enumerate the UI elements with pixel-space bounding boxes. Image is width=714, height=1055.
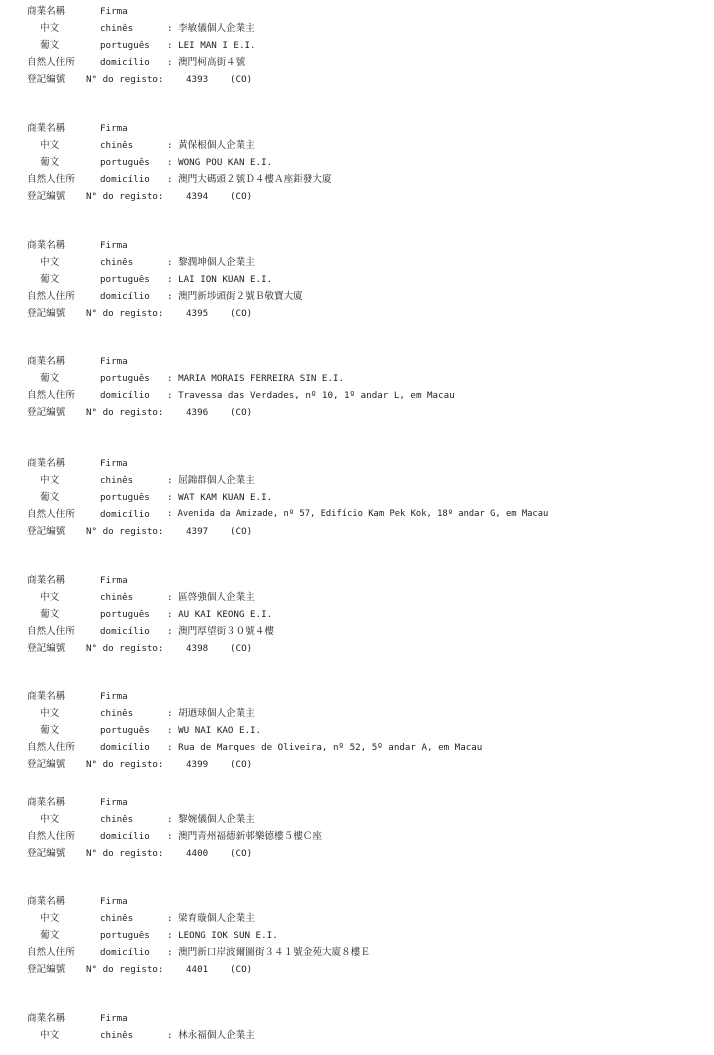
chinese-value: : 黎潤坤個人企業主: [167, 257, 255, 268]
domicile-value: : 澳門青州福德新邨樂德樓５樓Ｃ座: [167, 831, 322, 842]
record-4400: [0, 794, 714, 862]
firm-label-zh: 商業名稱: [27, 123, 66, 134]
reg-label-pt: N° do registo:: [86, 191, 164, 202]
portuguese-line: [0, 37, 714, 54]
chinese-label-pt: chinês: [100, 140, 134, 151]
reg-label-pt: N° do registo:: [86, 848, 164, 859]
firm-label-zh: 商業名稱: [27, 575, 66, 586]
reg-label-zh: 登記編號: [27, 526, 66, 537]
domicile-label-pt: domicílio: [100, 291, 150, 302]
firm-label-pt: Firma: [100, 575, 128, 586]
reg-label-zh: 登記編號: [27, 74, 66, 85]
chinese-label-zh: 中文: [40, 1030, 60, 1041]
domicile-value: : 澳門新埗頭街２號Ｂ敬寶大廈: [167, 291, 303, 302]
domicile-value: : 澳門新口岸波爾圖街３４１號金苑大廈８樓Ｅ: [167, 947, 370, 958]
record-4395: [0, 237, 714, 322]
firm-label-pt: Firma: [100, 797, 128, 808]
reg-tag: (CO): [230, 643, 253, 654]
portuguese-label-pt: português: [100, 930, 150, 941]
chinese-label-pt: chinês: [100, 1030, 134, 1041]
portuguese-label-zh: 葡文: [40, 725, 60, 736]
reg-tag: (CO): [230, 74, 253, 85]
domicile-value: : 澳門柯高街４號: [167, 57, 246, 68]
portuguese-label-pt: português: [100, 725, 150, 736]
firm-label-pt: Firma: [100, 691, 128, 702]
reg-label-zh: 登記編號: [27, 848, 66, 859]
reg-tag: (CO): [230, 526, 253, 537]
firm-label-pt: Firma: [100, 6, 128, 17]
domicile-label-pt: domicílio: [100, 57, 150, 68]
reg-tag: (CO): [230, 407, 253, 418]
registry-line: [0, 71, 714, 88]
reg-tag: (CO): [230, 759, 253, 770]
chinese-label-pt: chinês: [100, 23, 134, 34]
chinese-value: : 黎婉儀個人企業主: [167, 814, 255, 825]
reg-label-pt: N° do registo:: [86, 964, 164, 975]
reg-number: 4396: [186, 407, 209, 418]
reg-number: 4393: [186, 74, 209, 85]
domicile-line: [0, 54, 714, 71]
chinese-label-zh: 中文: [40, 140, 60, 151]
reg-number: 4398: [186, 643, 209, 654]
portuguese-value: : LAI ION KUAN E.I.: [167, 274, 273, 285]
domicile-label-zh: 自然人住所: [27, 831, 75, 842]
portuguese-label-zh: 葡文: [40, 373, 60, 384]
chinese-label-zh: 中文: [40, 23, 60, 34]
reg-label-pt: N° do registo:: [86, 759, 164, 770]
firm-label-zh: 商業名稱: [27, 896, 66, 907]
firm-label-pt: Firma: [100, 896, 128, 907]
domicile-label-pt: domicílio: [100, 509, 150, 520]
chinese-value: : 林永福個人企業主: [167, 1030, 255, 1041]
reg-label-zh: 登記編號: [27, 308, 66, 319]
chinese-value: : 梁育璇個人企業主: [167, 913, 255, 924]
chinese-label-pt: chinês: [100, 257, 134, 268]
portuguese-value: : LEI MAN I E.I.: [167, 40, 256, 51]
reg-tag: (CO): [230, 308, 253, 319]
record-4401: [0, 893, 714, 978]
domicile-label-pt: domicílio: [100, 742, 150, 753]
record-4398: [0, 572, 714, 657]
firm-label-zh: 商業名稱: [27, 6, 66, 17]
chinese-label-pt: chinês: [100, 708, 134, 719]
portuguese-label-zh: 葡文: [40, 492, 60, 503]
reg-label-zh: 登記編號: [27, 964, 66, 975]
domicile-value: : 澳門厚望街３０號４樓: [167, 626, 275, 637]
firm-label-pt: Firma: [100, 458, 128, 469]
portuguese-label-zh: 葡文: [40, 157, 60, 168]
portuguese-label-pt: português: [100, 609, 150, 620]
reg-label-zh: 登記編號: [27, 407, 66, 418]
chinese-label-zh: 中文: [40, 475, 60, 486]
firm-label-pt: Firma: [100, 1013, 128, 1024]
firm-label-zh: 商業名稱: [27, 458, 66, 469]
chinese-label-zh: 中文: [40, 913, 60, 924]
record-4393: [0, 3, 714, 88]
portuguese-label-zh: 葡文: [40, 609, 60, 620]
reg-tag: (CO): [230, 848, 253, 859]
portuguese-label-zh: 葡文: [40, 930, 60, 941]
portuguese-label-pt: português: [100, 492, 150, 503]
chinese-label-zh: 中文: [40, 257, 60, 268]
record-4399: [0, 688, 714, 773]
firm-label-pt: Firma: [100, 356, 128, 367]
reg-number: 4397: [186, 526, 209, 537]
firm-label-pt: Firma: [100, 240, 128, 251]
chinese-value: : 區啓強個人企業主: [167, 592, 255, 603]
chinese-value: : 黃保根個人企業主: [167, 140, 255, 151]
domicile-label-pt: domicílio: [100, 626, 150, 637]
domicile-label-pt: domicílio: [100, 390, 150, 401]
chinese-label-zh: 中文: [40, 814, 60, 825]
record-4397: [0, 455, 714, 540]
chinese-label-zh: 中文: [40, 708, 60, 719]
firm-label-zh: 商業名稱: [27, 691, 66, 702]
reg-label-pt: N° do registo:: [86, 308, 164, 319]
chinese-value: : 李敏儀個人企業主: [167, 23, 255, 34]
reg-label-zh: 登記編號: [27, 759, 66, 770]
reg-label-zh: 登記編號: [27, 191, 66, 202]
reg-number: 4399: [186, 759, 209, 770]
reg-label-pt: N° do registo:: [86, 407, 164, 418]
reg-tag: (CO): [230, 964, 253, 975]
portuguese-label-pt: português: [100, 40, 150, 51]
portuguese-value: : WAT KAM KUAN E.I.: [167, 492, 273, 503]
domicile-value: : Travessa das Verdades, nº 10, 1º andar L, em Macau: [167, 390, 455, 401]
chinese-label-pt: chinês: [100, 913, 134, 924]
portuguese-label-zh: 葡文: [40, 40, 60, 51]
firm-line: [0, 3, 714, 20]
domicile-label-pt: domicílio: [100, 831, 150, 842]
chinese-label-pt: chinês: [100, 592, 134, 603]
portuguese-value: : AU KAI KEONG E.I.: [167, 609, 273, 620]
portuguese-label-pt: português: [100, 157, 150, 168]
domicile-label-zh: 自然人住所: [27, 57, 75, 68]
domicile-label-zh: 自然人住所: [27, 291, 75, 302]
firm-label-zh: 商業名稱: [27, 356, 66, 367]
domicile-label-zh: 自然人住所: [27, 174, 75, 185]
chinese-value: : 屈錦群個人企業主: [167, 475, 255, 486]
reg-label-pt: N° do registo:: [86, 526, 164, 537]
domicile-label-pt: domicílio: [100, 174, 150, 185]
reg-label-zh: 登記編號: [27, 643, 66, 654]
firm-label-zh: 商業名稱: [27, 1013, 66, 1024]
domicile-value: : 澳門大碼頭２號Ｄ４樓Ａ座鉅發大廈: [167, 174, 332, 185]
reg-tag: (CO): [230, 191, 253, 202]
portuguese-label-pt: português: [100, 373, 150, 384]
firm-label-pt: Firma: [100, 123, 128, 134]
chinese-value: : 胡迺球個人企業主: [167, 708, 255, 719]
domicile-label-zh: 自然人住所: [27, 947, 75, 958]
chinese-label-pt: chinês: [100, 814, 134, 825]
domicile-label-zh: 自然人住所: [27, 509, 75, 520]
portuguese-label-pt: português: [100, 274, 150, 285]
firm-label-zh: 商業名稱: [27, 797, 66, 808]
domicile-label-zh: 自然人住所: [27, 626, 75, 637]
portuguese-value: : LEONG IOK SUN E.I.: [167, 930, 278, 941]
domicile-label-zh: 自然人住所: [27, 742, 75, 753]
reg-number: 4401: [186, 964, 209, 975]
reg-number: 4400: [186, 848, 209, 859]
record-partial: [0, 1010, 714, 1044]
chinese-label-zh: 中文: [40, 592, 60, 603]
portuguese-label-zh: 葡文: [40, 274, 60, 285]
reg-label-pt: N° do registo:: [86, 74, 164, 85]
record-4394: [0, 120, 714, 205]
reg-number: 4394: [186, 191, 209, 202]
chinese-line: [0, 20, 714, 37]
reg-number: 4395: [186, 308, 209, 319]
domicile-label-pt: domicílio: [100, 947, 150, 958]
firm-label-zh: 商業名稱: [27, 240, 66, 251]
domicile-value: : Avenida da Amizade, nº 57, Edifício Kam Pek Kok, 18º andar G, em Macau: [167, 509, 549, 519]
portuguese-value: : MARIA MORAIS FERREIRA SIN E.I.: [167, 373, 345, 384]
domicile-label-zh: 自然人住所: [27, 390, 75, 401]
portuguese-value: : WU NAI KAO E.I.: [167, 725, 262, 736]
domicile-value: : Rua de Marques de Oliveira, nº 52, 5º andar A, em Macau: [167, 742, 483, 753]
portuguese-value: : WONG POU KAN E.I.: [167, 157, 273, 168]
chinese-label-pt: chinês: [100, 475, 134, 486]
record-4396: [0, 353, 714, 421]
reg-label-pt: N° do registo:: [86, 643, 164, 654]
